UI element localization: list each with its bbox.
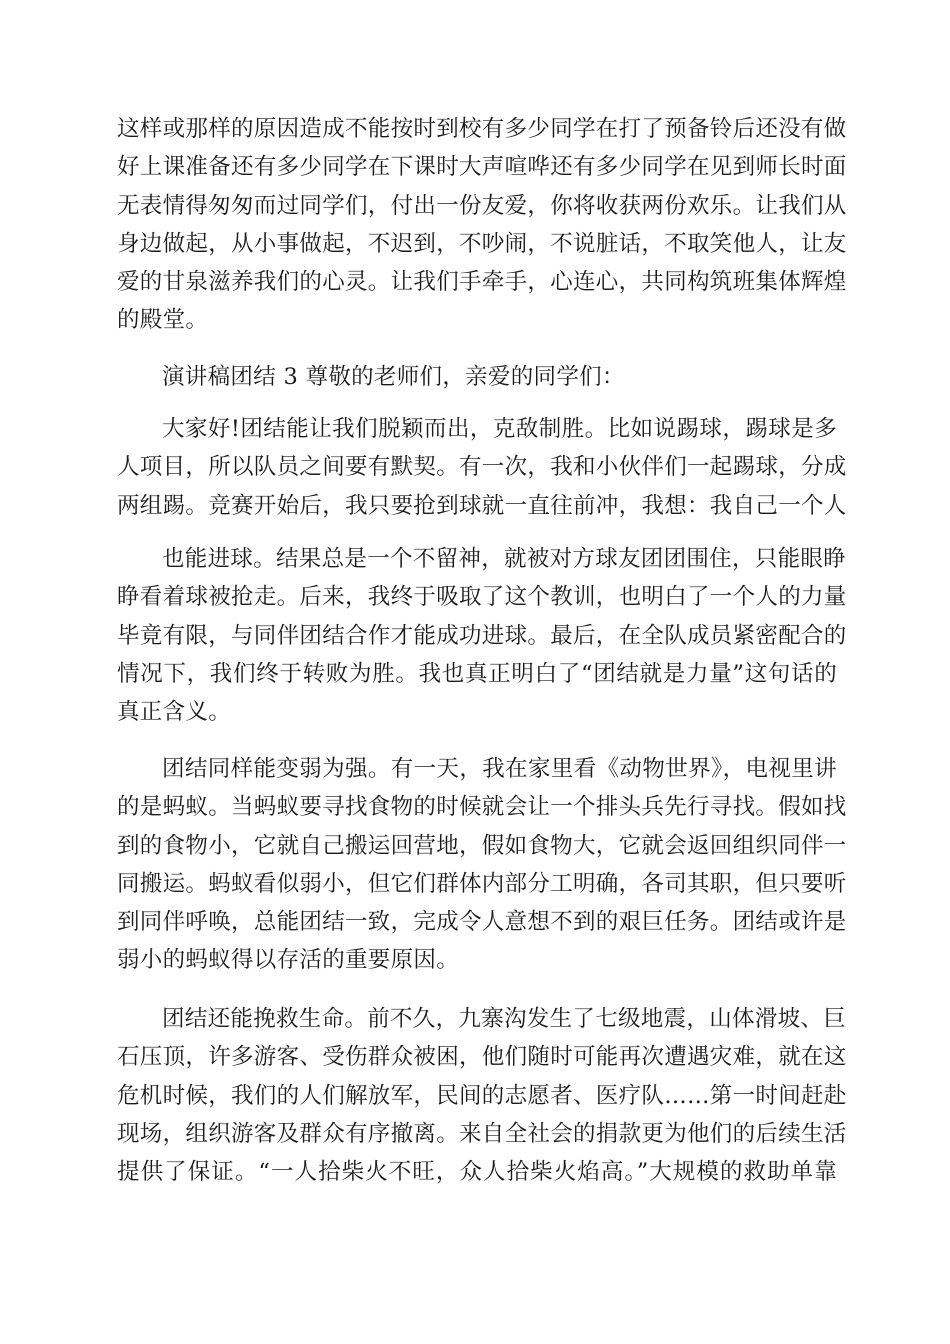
text-line: 到同伴呼唤，总能团结一致，完成令人意想不到的艰巨任务。团结或许是 <box>117 909 847 936</box>
text-line: 爱的甘泉滋养我们的心灵。让我们手牵手，心连心，共同构筑班集体辉煌 <box>117 269 847 296</box>
text-line: 的是蚂蚁。当蚂蚁要寻找食物的时候就会让一个排头兵先行寻找。假如找 <box>117 794 847 821</box>
text-line: 团结还能挽救生命。前不久，九寨沟发生了七级地震，山体滑坡、巨 <box>162 1006 847 1032</box>
text-line: 人项目，所以队员之间要有默契。有一次，我和小伙伴们一起踢球，分成 <box>117 454 847 481</box>
text-line: 团结同样能变弱为强。有一天，我在家里看《动物世界》，电视里讲 <box>162 756 837 782</box>
text-line: 两组踢。竞赛开始后，我只要抢到球就一直往前冲，我想：我自己一个人 <box>117 492 847 519</box>
text-line: 同搬运。蚂蚁看似弱小，但它们群体内部分工明确，各司其职，但只要听 <box>117 870 847 897</box>
text-line: 演讲稿团结 3 尊敬的老师们，亲爱的同学们： <box>162 364 625 390</box>
text-line: 提供了保证。“一人拾柴火不旺，众人拾柴火焰高。”大规模的救助单靠 <box>117 1159 837 1186</box>
speech-heading <box>117 358 837 396</box>
text-line: 睁看着球被抢走。后来，我终于吸取了这个教训，也明白了一个人的力量 <box>117 584 847 611</box>
paragraph-football-continued <box>117 540 847 731</box>
text-line: 无表情得匆匆而过同学们，付出一份友爱，你将收获两份欢乐。让我们从 <box>117 192 847 219</box>
text-line: 也能进球。结果总是一个不留神，就被对方球友团团围住，只能眼睁 <box>162 546 847 572</box>
text-line: 真正含义。 <box>117 699 232 726</box>
text-line: 情况下，我们终于转败为胜。我也真正明白了“团结就是力量”这句话的 <box>117 660 837 687</box>
text-line: 大家好!团结能让我们脱颖而出，克敌制胜。比如说踢球，踢球是多 <box>162 416 837 442</box>
text-line: 这样或那样的原因造成不能按时到校有多少同学在打了预备铃后还没有做 <box>117 116 847 142</box>
paragraph-earthquake <box>117 1000 847 1191</box>
text-line: 现场，组织游客及群众有序撤离。来自全社会的捐款更为他们的后续生活 <box>117 1120 847 1147</box>
text-line: 到的食物小，它就自己搬运回营地，假如食物大，它就会返回组织同伴一 <box>117 832 847 859</box>
text-line: 身边做起，从小事做起，不迟到，不吵闹，不说脏话，不取笑他人，让友 <box>117 230 847 257</box>
text-line: 好上课准备还有多少同学在下课时大声喧哗还有多少同学在见到师长时面 <box>117 154 847 181</box>
text-line: 石压顶，许多游客、受伤群众被困，他们随时可能再次遭遇灾难，就在这 <box>117 1044 847 1071</box>
paragraph-ants <box>117 750 847 980</box>
text-line: 危机时候，我们的人们解放军，民间的志愿者、医疗队……第一时间赶赴 <box>117 1082 847 1109</box>
paragraph-class-friendship <box>117 110 847 340</box>
paragraph-football <box>117 410 847 525</box>
text-line: 毕竟有限，与同伴团结合作才能成功进球。最后，在全队成员紧密配合的 <box>117 622 847 649</box>
text-line: 弱小的蚂蚁得以存活的重要原因。 <box>117 947 460 974</box>
text-line: 的殿堂。 <box>117 307 209 334</box>
